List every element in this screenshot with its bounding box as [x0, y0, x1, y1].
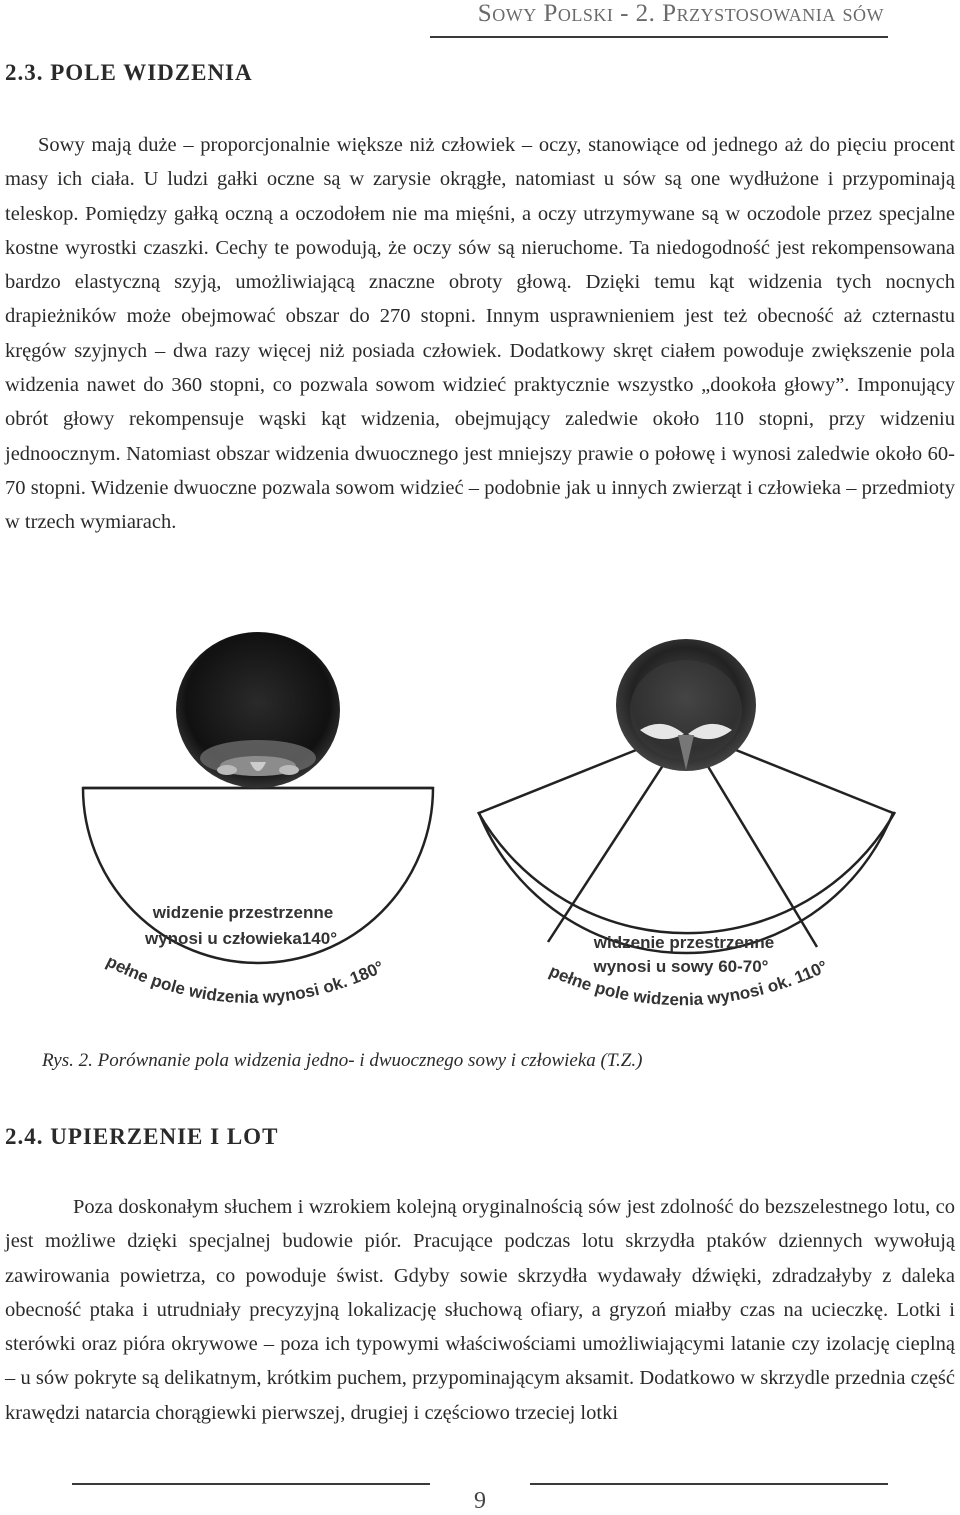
- owl-field-diagram: [478, 639, 895, 1009]
- owl-binocular-label-line2: wynosi u sowy 60-70°: [593, 957, 769, 976]
- running-head: Sowy Polski - 2. Przystosowania sów: [477, 0, 884, 27]
- owl-field-sector-arc: [478, 812, 895, 933]
- footer-rule-right: [530, 1483, 888, 1485]
- owl-head-icon: [616, 639, 756, 771]
- section-title-field-of-view: 2.3. POLE WIDZENIA: [5, 60, 253, 85]
- field-of-view-diagram: [0, 630, 960, 1050]
- figure-caption: Rys. 2. Porównanie pola widzenia jedno- i dwuocznego sowy i człowieka (T.Z.): [42, 1050, 643, 1071]
- human-binocular-label-line1: widzenie przestrzenne: [152, 903, 334, 922]
- owl-binocular-label-line1: widzenie przestrzenne: [593, 933, 775, 952]
- footer-rule-left: [72, 1483, 430, 1485]
- paragraph-plumage-and-flight: Poza doskonałym słuchem i wzrokiem kolejną oryginalnością sów jest zdolność do bezszelestnego lotu, co jest możliwe dzięki specjalnej budowie piór. Pracujące podczas lotu skrzydła ptaków dziennych wywołują zawirowania powietrza, co powoduje świst. Gdyby sowie skrzydła wydawały dźwięki, zdradzałyby z daleka obecność ptaka i utrudniały precyzyjną lokalizację słuchową ofiary, a gryzoń miałby czas na ucieczkę. Lotki i sterówki oraz pióra okrywowe – poza ich typowymi właściwościami umożliwiającymi latanie czy izolację cieplną – u sów pokryte są delikatnym, krótkim puchem, przypominającym aksamit. Dodatkowo w skrzydle przednia część krawędzi natarcia chorągiewki pierwszej, drugiej i częściowo trzeciej lotki: [5, 1196, 955, 1424]
- human-head-icon: [176, 632, 340, 788]
- paragraph-field-of-view: Sowy mają duże – proporcjonalnie większe niż człowiek – oczy, stanowiące od jednego aż do pięciu procent masy ich ciała. U ludzi gałki oczne są w zarysie okrągłe, natomiast u sów są one wydłużone i przypominają teleskop. Pomiędzy gałką oczną a oczodołem nie ma mięśni, a oczy utrzymywane są w oczodole przez specjalne kostne wyrostki czaszki. Cechy te powodują, że oczy sów są nieruchome. Ta niedogodność jest rekompensowana bardzo elastyczną szyją, umożliwiającą znaczne obroty głową. Dzięki temu kąt widzenia tych nocnych drapieżników może obejmować obszar do 270 stopni. Innym usprawnieniem jest też obecność aż czternastu kręgów szyjnych – dwa razy więcej niż posiada człowiek. Dodatkowy skręt ciałem powoduje zwiększenie pola widzenia nawet do 360 stopni, co pozwala sowom widzieć praktycznie wszystko „dookoła głowy”. Imponujący obrót głowy rekompensuje wąski kąt widzenia, obejmujący zaledwie około 110 stopni, przy widzeniu jednoocznym. Natomiast obszar widzenia dwuocznego jest mniejszy prawie o połowę i wynosi zaledwie około 60-70 stopni. Widzenie dwuoczne pozwala sowom widzieć – podobnie jak u innych zwierząt i człowieka – przedmioty w trzech wymiarach.: [5, 134, 955, 534]
- human-binocular-label-line2: wynosi u człowieka140°: [145, 929, 337, 948]
- page-number: 9: [474, 1488, 486, 1514]
- header-rule: [430, 36, 888, 38]
- section-title-plumage-and-flight: 2.4. UPIERZENIE I LOT: [5, 1124, 279, 1149]
- human-field-diagram: [83, 632, 433, 1007]
- human-full-field-label: pełne pole widzenia wynosi ok. 180°: [103, 951, 387, 1008]
- owl-full-field-label: pełne pole widzenia wynosi ok. 110°: [546, 956, 831, 1010]
